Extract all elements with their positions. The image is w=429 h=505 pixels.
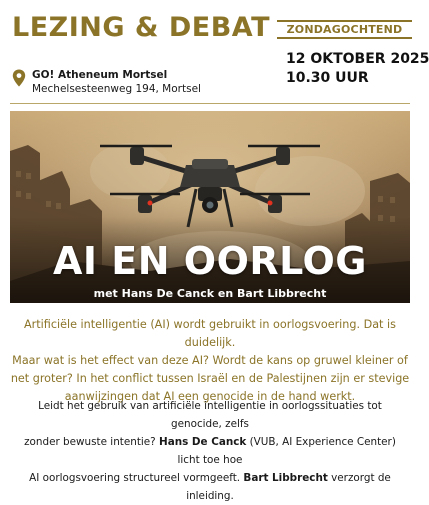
event-date: 12 OKTOBER 2025	[286, 51, 429, 67]
intro-paragraph: Artificiële intelligentie (AI) wordt gebruikt in oorlogsvoering. Dat is duidelijk. Maar wat is het effect van deze AI? Wordt de kans op gruwel kleiner of net groter? In het conflict tussen Israël en de Palestijnen zijn er stevige aanwijzingen dat AI een genocide in de hand werkt.	[10, 318, 410, 403]
venue-name: GO! Atheneum Mortsel	[32, 69, 168, 81]
speaker-name: Bart Libbrecht	[237, 287, 327, 300]
speaker-name: Hans De Canck	[159, 436, 247, 448]
description-paragraph: Leidt het gebruik van artificiële intelligentie in oorlogssituaties tot genocide, zelfs zonder bewuste intentie? Hans De Canck (VUB, AI Experience Center) licht toe hoe AI oorlogsvoering structureel vormgeeft. Bart Libbrecht verzorgt de inleiding.	[24, 400, 396, 502]
event-title: LEZING & DEBAT	[12, 12, 271, 43]
hero-title: AI EN OORLOG	[53, 239, 367, 283]
header-divider	[10, 103, 410, 104]
event-time: 10.30 UUR	[286, 70, 369, 86]
date-time	[286, 50, 429, 88]
venue-address: Mechelsesteenweg 194, Mortsel	[32, 83, 201, 95]
hero-subtitle: met Hans De Canck en Bart Libbrecht	[93, 287, 327, 300]
location-pin-icon	[12, 69, 26, 87]
hero-image	[10, 111, 410, 303]
location	[12, 68, 201, 96]
day-badge: ZONDAGOCHTEND	[277, 20, 412, 39]
speaker-name: Hans De Canck	[121, 287, 215, 300]
speaker-name: Bart Libbrecht	[243, 472, 328, 484]
